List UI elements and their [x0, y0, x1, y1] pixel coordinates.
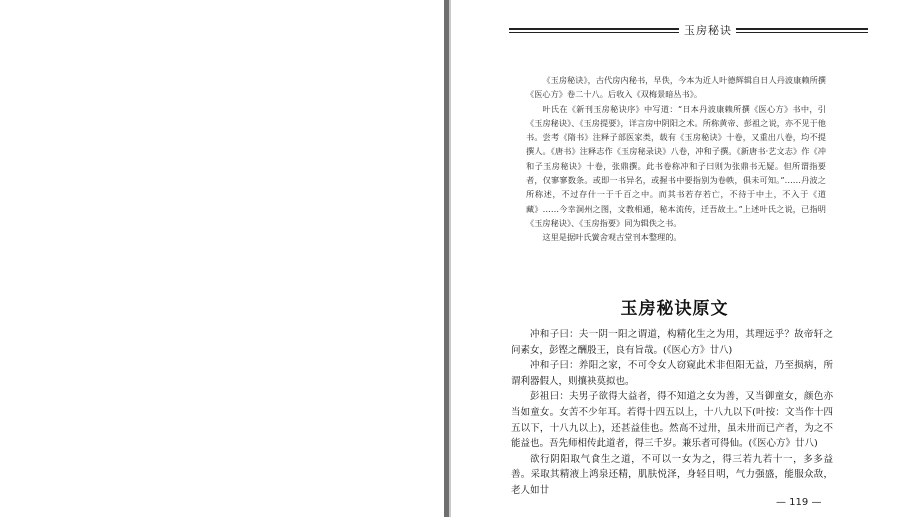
body-paragraph: 冲和子曰：夫一阴一阳之谓道，构精化生之为用，其理远乎？故帝轩之问素女，彭铿之酬殷王，良有旨哉。(《医心方》廿八) [511, 329, 833, 356]
page-number: — 119 — [776, 497, 822, 508]
section-title: 玉房秘诀原文 [620, 299, 729, 319]
intro-paragraph: 叶氏在《新刊玉房秘诀序》中写道：“日本丹波康赖所撰《医心方》书中，引《玉房秘诀》、《玉房提要》，详言房中阴阳之术。所称黄帝、彭祖之说，亦不见于他书。尝考《隋书》注释子部医家类，载有《玉房秘诀》十卷，又重出八卷，均不提撰人。《唐书》注释志作《玉房秘录诀》八卷，冲和子撰。《新唐书·艺文志》作《冲和子玉房秘诀》十卷，张鼎撰。此书卷称冲和子曰则为张鼎书无疑。但所谓指要者，仅寥寥数条。或即一书异名，或握书中要指别为卷帙，俱未可知。”……丹波之所称述，不过存什一于千百之中。而其书若存若亡，不待于中土，不入于《道藏》……今幸洞州之图，文教相通，秘本流传，迁吾故土。”上述叶氏之说，已指明《玉房秘诀》、《玉房指要》同为辑佚之书。 [526, 103, 826, 228]
left-page-blank [0, 0, 444, 517]
body-paragraph: 彭祖曰：夫男子欲得大益者，得不知道之女为善，又当御童女，颜色亦当如童女。女苦不少年耳。若得十四五以上，十八九以下(叶按：文当作十四五以下，十八九以上)，还甚益佳也。然高不过卅，虽未卅而已产者，为之不能益也。吾先师相传此道者，得三千岁。兼乐者可得仙。(《医心方》廿八) [511, 391, 833, 450]
header-rule-left [509, 28, 679, 33]
intro-note [526, 73, 826, 245]
header-rule-right [736, 28, 868, 33]
main-text [511, 327, 833, 499]
right-page [451, 0, 898, 517]
body-paragraph: 冲和子曰：养阳之家，不可令女人窃窥此术非但阳无益，乃至损病，所谓利器假人，则攘袂莫拟也。 [511, 360, 833, 387]
body-paragraph: 欲行阴阳取气食生之道，不可以一女为之，得三若九若十一，多多益善。采取其精液上鸿泉还精，肌肤悦泽，身轻目明，气力强盛，能服众敌，老人如廿 [511, 453, 833, 496]
intro-paragraph: 这里是据叶氏黉舍观古堂刊本整理的。 [542, 232, 682, 243]
running-header-title: 玉房秘诀 [684, 24, 732, 37]
intro-paragraph: 《玉房秘诀》，古代房内秘书，早佚，今本为近人叶德辉辑自日人丹波康赖所撰《医心方》卷二十八。后收入《双梅景暗丛书》。 [526, 75, 826, 100]
